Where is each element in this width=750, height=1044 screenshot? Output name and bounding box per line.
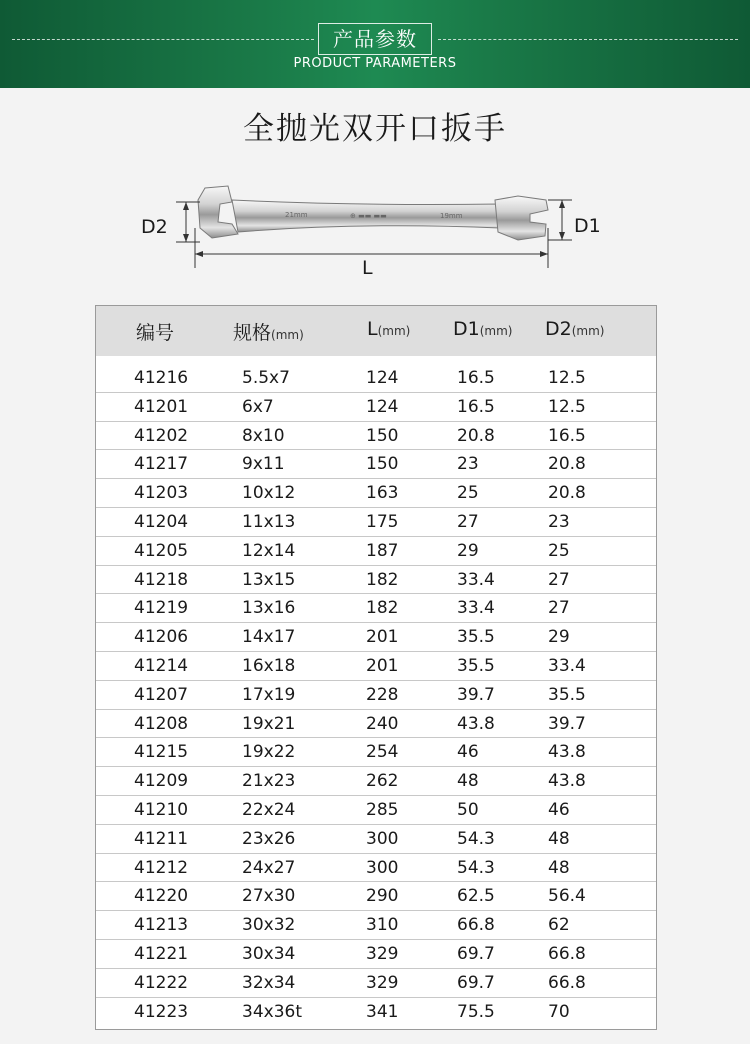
banner-divider-left <box>12 39 314 40</box>
cell-code: 41209 <box>134 771 189 792</box>
cell-length: 187 <box>366 540 399 561</box>
header-code: 编号 <box>136 322 175 344</box>
header-banner <box>0 0 750 88</box>
cell-d2: 20.8 <box>548 454 586 475</box>
cell-d1: 33.4 <box>457 569 495 590</box>
wrench-image <box>198 186 548 240</box>
cell-d1: 54.3 <box>457 828 495 849</box>
cell-code: 41215 <box>134 742 189 763</box>
svg-text:⊕ ▬▬ ▬▬: ⊕ ▬▬ ▬▬ <box>350 212 387 220</box>
cell-spec: 16x18 <box>242 655 296 676</box>
cell-d2: 43.8 <box>548 771 586 792</box>
table-row <box>96 508 656 537</box>
cell-spec: 30x34 <box>242 943 296 964</box>
cell-code: 41213 <box>134 915 189 936</box>
cell-spec: 34x36t <box>242 1001 302 1022</box>
cell-spec: 9x11 <box>242 454 285 475</box>
wrench-dimension-drawing <box>0 170 750 290</box>
cell-code: 41222 <box>134 972 189 993</box>
cell-length: 300 <box>366 828 399 849</box>
cell-code: 41207 <box>134 684 189 705</box>
cell-code: 41219 <box>134 598 189 619</box>
cell-spec: 27x30 <box>242 886 296 907</box>
cell-length: 285 <box>366 799 399 820</box>
cell-d1: 20.8 <box>457 425 495 446</box>
cell-code: 41211 <box>134 828 189 849</box>
table-row <box>96 710 656 739</box>
cell-d2: 62 <box>548 915 570 936</box>
cell-spec: 24x27 <box>242 857 296 878</box>
dimension-d2 <box>176 202 200 242</box>
cell-length: 254 <box>366 742 399 763</box>
table-row <box>96 566 656 595</box>
cell-spec: 12x14 <box>242 540 296 561</box>
header-spec: 规格(mm) <box>233 322 304 344</box>
cell-length: 124 <box>366 368 399 388</box>
cell-spec: 23x26 <box>242 828 296 849</box>
cell-d1: 25 <box>457 483 479 504</box>
table-row <box>96 738 656 767</box>
cell-d1: 48 <box>457 771 479 792</box>
table-row <box>96 796 656 825</box>
cell-d2: 35.5 <box>548 684 586 705</box>
table-header-row <box>96 306 656 356</box>
cell-d1: 39.7 <box>457 684 495 705</box>
cell-d2: 46 <box>548 799 570 820</box>
cell-d1: 50 <box>457 799 479 820</box>
cell-code: 41210 <box>134 799 189 820</box>
cell-spec: 32x34 <box>242 972 296 993</box>
cell-spec: 13x16 <box>242 598 296 619</box>
cell-spec: 22x24 <box>242 799 296 820</box>
cell-spec: 14x17 <box>242 627 296 648</box>
table-row <box>96 825 656 854</box>
cell-code: 41217 <box>134 454 189 475</box>
cell-code: 41203 <box>134 483 189 504</box>
cell-d2: 39.7 <box>548 713 586 734</box>
cell-d1: 54.3 <box>457 857 495 878</box>
table-row <box>96 450 656 479</box>
cell-d1: 35.5 <box>457 627 495 648</box>
wrench-diagram <box>0 170 750 290</box>
cell-code: 41212 <box>134 857 189 878</box>
cell-d1: 75.5 <box>457 1001 495 1022</box>
cell-code: 41204 <box>134 511 189 532</box>
table-row <box>96 911 656 940</box>
table-body <box>96 364 656 1026</box>
cell-code: 41202 <box>134 425 189 446</box>
cell-d2: 12.5 <box>548 368 586 388</box>
parameter-table <box>95 305 657 1030</box>
dimension-d1 <box>548 200 572 240</box>
cell-d2: 66.8 <box>548 943 586 964</box>
cell-spec: 10x12 <box>242 483 296 504</box>
cell-code: 41223 <box>134 1001 189 1022</box>
cell-code: 41205 <box>134 540 189 561</box>
cell-length: 300 <box>366 857 399 878</box>
cell-spec: 19x21 <box>242 713 296 734</box>
cell-d1: 29 <box>457 540 479 561</box>
table-row <box>96 681 656 710</box>
table-row <box>96 998 656 1027</box>
cell-spec: 5.5x7 <box>242 368 290 388</box>
cell-length: 240 <box>366 713 399 734</box>
cell-length: 150 <box>366 454 399 475</box>
product-title: 全抛光双开口扳手 <box>243 111 507 147</box>
cell-spec: 8x10 <box>242 425 285 446</box>
cell-d1: 69.7 <box>457 972 495 993</box>
table-row <box>96 594 656 623</box>
header-length: L(mm) <box>367 318 411 340</box>
table-row <box>96 537 656 566</box>
banner-divider-right <box>438 39 738 40</box>
cell-code: 41214 <box>134 655 189 676</box>
cell-d2: 25 <box>548 540 570 561</box>
cell-code: 41201 <box>134 396 189 417</box>
table-row <box>96 623 656 652</box>
cell-d1: 69.7 <box>457 943 495 964</box>
cell-length: 290 <box>366 886 399 907</box>
banner-title: 产品参数 <box>318 23 432 55</box>
d2-label: D2 <box>141 216 168 238</box>
table-row <box>96 882 656 911</box>
cell-length: 201 <box>366 627 399 648</box>
cell-d1: 33.4 <box>457 598 495 619</box>
cell-d1: 62.5 <box>457 886 495 907</box>
cell-code: 41206 <box>134 627 189 648</box>
cell-spec: 30x32 <box>242 915 296 936</box>
cell-d2: 48 <box>548 857 570 878</box>
cell-d1: 66.8 <box>457 915 495 936</box>
cell-length: 341 <box>366 1001 399 1022</box>
cell-length: 329 <box>366 972 399 993</box>
table-row <box>96 652 656 681</box>
cell-d2: 20.8 <box>548 483 586 504</box>
cell-d2: 12.5 <box>548 396 586 417</box>
cell-length: 228 <box>366 684 399 705</box>
cell-length: 201 <box>366 655 399 676</box>
cell-length: 182 <box>366 569 399 590</box>
cell-code: 41218 <box>134 569 189 590</box>
cell-code: 41208 <box>134 713 189 734</box>
cell-d2: 27 <box>548 598 570 619</box>
table-row <box>96 854 656 883</box>
cell-length: 329 <box>366 943 399 964</box>
cell-length: 182 <box>366 598 399 619</box>
cell-d1: 35.5 <box>457 655 495 676</box>
cell-d2: 70 <box>548 1001 570 1022</box>
l-label: L <box>362 257 373 279</box>
svg-text:21mm: 21mm <box>285 211 308 219</box>
cell-d1: 16.5 <box>457 368 495 388</box>
table-row <box>96 767 656 796</box>
cell-length: 175 <box>366 511 399 532</box>
cell-spec: 11x13 <box>242 511 296 532</box>
cell-code: 41216 <box>134 368 189 388</box>
table-row <box>96 940 656 969</box>
cell-d2: 43.8 <box>548 742 586 763</box>
cell-length: 310 <box>366 915 399 936</box>
header-d1: D1(mm) <box>453 318 513 340</box>
cell-code: 41221 <box>134 943 189 964</box>
svg-text:19mm: 19mm <box>440 212 463 220</box>
header-d2: D2(mm) <box>545 318 605 340</box>
d1-label: D1 <box>574 215 601 237</box>
cell-spec: 13x15 <box>242 569 296 590</box>
cell-spec: 6x7 <box>242 396 274 417</box>
cell-length: 262 <box>366 771 399 792</box>
table-row <box>96 393 656 422</box>
cell-length: 163 <box>366 483 399 504</box>
table-row <box>96 422 656 451</box>
table-row <box>96 479 656 508</box>
cell-d2: 66.8 <box>548 972 586 993</box>
cell-d2: 23 <box>548 511 570 532</box>
cell-d2: 27 <box>548 569 570 590</box>
cell-d2: 48 <box>548 828 570 849</box>
cell-d2: 33.4 <box>548 655 586 676</box>
cell-d1: 43.8 <box>457 713 495 734</box>
banner-subtitle: PRODUCT PARAMETERS <box>293 56 457 71</box>
cell-d2: 16.5 <box>548 425 586 446</box>
table-row <box>96 969 656 998</box>
cell-d1: 16.5 <box>457 396 495 417</box>
cell-d2: 29 <box>548 627 570 648</box>
cell-spec: 21x23 <box>242 771 296 792</box>
cell-d2: 56.4 <box>548 886 586 907</box>
cell-d1: 23 <box>457 454 479 475</box>
cell-d1: 46 <box>457 742 479 763</box>
cell-length: 150 <box>366 425 399 446</box>
table-row <box>96 364 656 393</box>
cell-code: 41220 <box>134 886 189 907</box>
cell-spec: 17x19 <box>242 684 296 705</box>
cell-d1: 27 <box>457 511 479 532</box>
cell-length: 124 <box>366 396 399 417</box>
cell-spec: 19x22 <box>242 742 296 763</box>
